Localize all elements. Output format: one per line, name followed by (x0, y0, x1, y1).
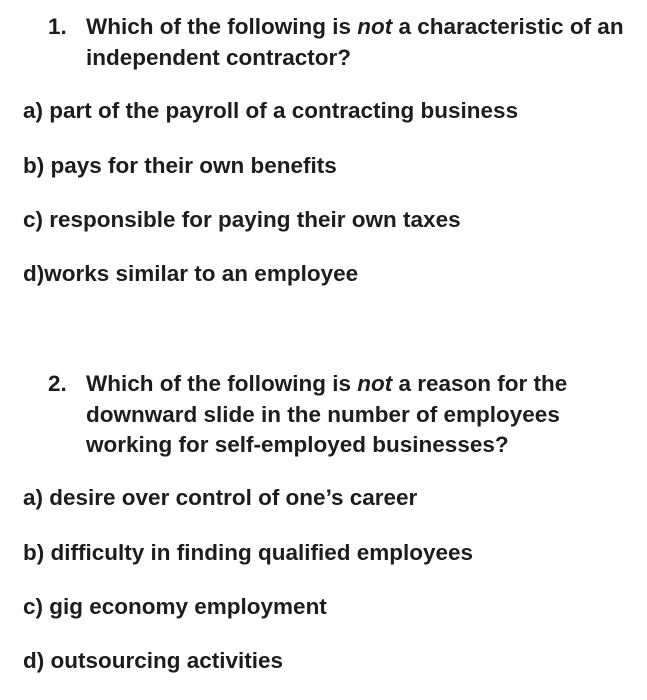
question-2 (48, 369, 638, 461)
question-2-option-a: a) desire over control of one’s career (23, 485, 418, 510)
question-1-option-b: b) pays for their own benefits (23, 153, 337, 178)
question-2-option-c: c) gig economy employment (23, 594, 327, 619)
question-text (86, 369, 638, 461)
question-1-option-a: a) part of the payroll of a contracting business (23, 98, 519, 123)
question-1-option-c: c) responsible for paying their own taxes (23, 207, 461, 232)
question-2-option-b: b) difficulty in finding qualified employees (23, 540, 474, 565)
question-number: 2. (48, 371, 67, 396)
question-2-option-d: d) outsourcing activities (23, 648, 284, 673)
question-text-start: Which of the following is (86, 371, 358, 396)
question-emphasis: not (357, 371, 393, 396)
question-text-end: a reason for the downward slide in the number of employees working for self-employed businesses? (86, 371, 568, 457)
question-text-end: a characteristic of an independent contractor? (86, 14, 624, 70)
question-1 (48, 12, 638, 73)
question-1-option-d: d)works similar to an employee (23, 261, 359, 286)
question-text (86, 12, 638, 73)
question-text-start: Which of the following is (86, 14, 358, 39)
question-number: 1. (48, 14, 67, 39)
question-emphasis: not (357, 14, 393, 39)
